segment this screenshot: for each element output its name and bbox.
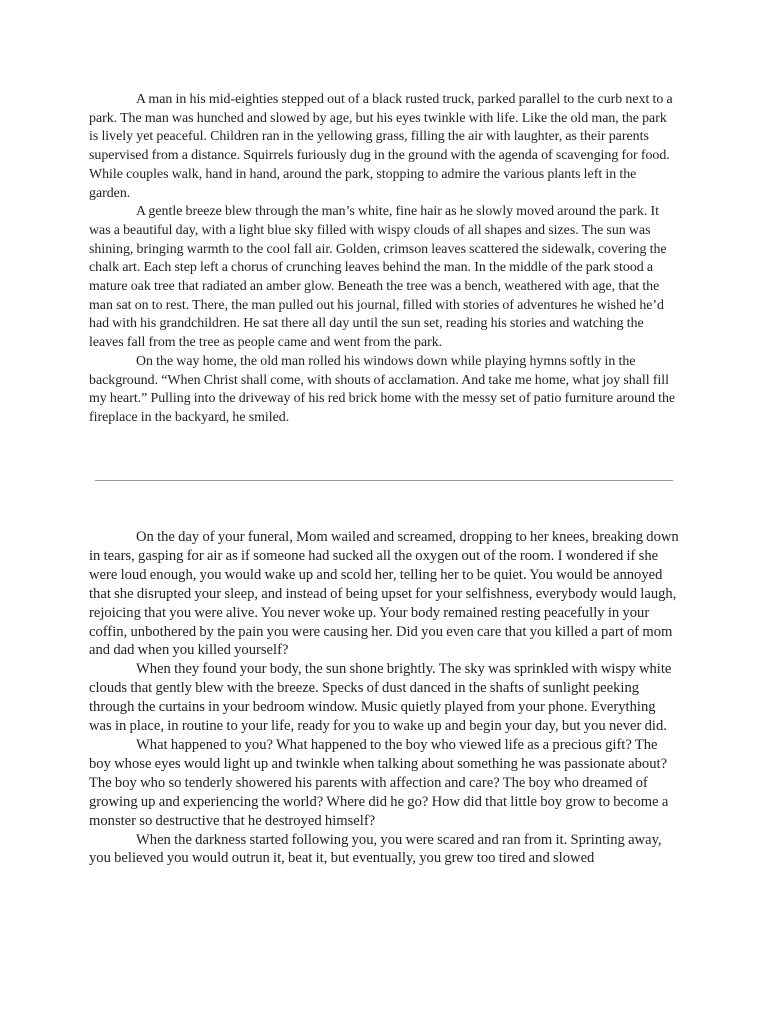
story-one — [89, 91, 679, 428]
story-two-paragraph: When the darkness started following you, you were scared and ran from it. Sprinting away, you believed you would outrun it, beat it, but eventually, you grew too tired and slowed — [89, 831, 662, 867]
story-one-paragraph: On the way home, the old man rolled his windows down while playing hymns softly in the background. “When Christ shall come, with shouts of acclamation. And take me home, what joy shall fill my heart.” Pulling into the driveway of his red brick home with the messy set of patio furniture around the fireplace in the backyard, he smiled. — [89, 353, 676, 425]
story-two — [89, 528, 679, 868]
story-two-paragraph: On the day of your funeral, Mom wailed and screamed, dropping to her knees, breaking down in tears, gasping for air as if someone had sucked all the oxygen out of the room. I wondered if she were loud enough, you would wake up and scold her, telling her to be quiet. You would be annoyed that she disrupted your sleep, and instead of being upset for your selfishness, everybody would laugh, rejoicing that you were alive. You never woke up. Your body remained resting peacefully in your coffin, unbothered by the pain you were causing her. Did you even care that you killed a part of mom and dad when you killed yourself? — [89, 529, 679, 659]
story-one-paragraph: A gentle breeze blew through the man’s white, fine hair as he slowly moved around the park. It was a beautiful day, with a light blue sky filled with wispy clouds of all shapes and sizes. The sun was shining, bringing warmth to the cool fall air. Golden, crimson leaves scattered the sidewalk, covering the chalk art. Each step left a chorus of crunching leaves behind the man. In the middle of the park stood a mature oak tree that radiated an amber glow. Beneath the tree was a bench, weathered with age, that the man sat on to rest. There, the man pulled out his journal, filled with stories of adventures he wished he’d had with his grandchildren. He sat there all day until the sun set, reading his stories and watching the leaves fall from the tree as people came and went from the park. — [89, 204, 667, 351]
story-two-paragraph: When they found your body, the sun shone brightly. The sky was sprinkled with wispy white clouds that gently blew with the breeze. Specks of dust danced in the shafts of sunlight peeking through the curtains in your bedroom window. Music quietly played from your phone. Everything was in place, in routine to your life, ready for you to wake up and begin your day, but you never did. — [89, 661, 672, 735]
story-one-paragraph: A man in his mid-eighties stepped out of a black rusted truck, parked parallel to the curb next to a park. The man was hunched and slowed by age, but his eyes twinkle with life. Like the old man, the park is lively yet peaceful. Children ran in the yellowing grass, filling the air with laughter, as their parents supervised from a distance. Squirrels furiously dug in the ground with the agenda of scavenging for food. While couples walk, hand in hand, around the park, stopping to admire the various plants left in the garden. — [89, 92, 673, 201]
section-divider — [95, 480, 673, 481]
story-two-paragraph: What happened to you? What happened to the boy who viewed life as a precious gift? The boy whose eyes would light up and twinkle when talking about something he was passionate about? The boy who so tenderly showered his parents with affection and care? The boy who dreamed of growing up and experiencing the world? Where did he go? How did that little boy grow to become a monster so destructive that he destroyed himself? — [89, 736, 669, 829]
